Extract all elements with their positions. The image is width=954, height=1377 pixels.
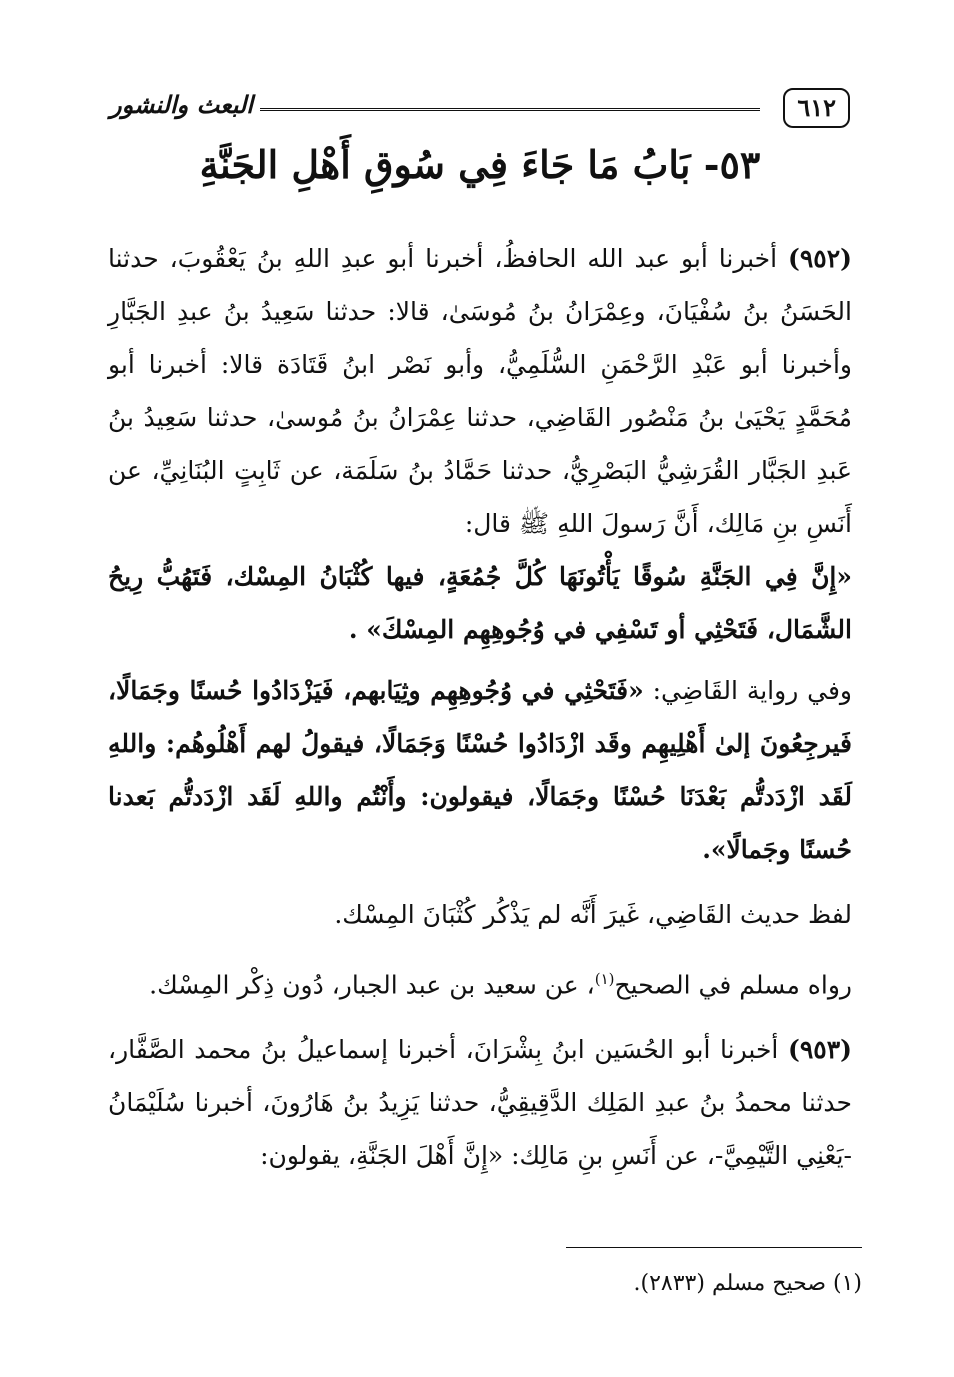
riwaya-intro: وفي رواية القَاضِي: <box>643 676 852 705</box>
takhrij-text-rest: ، عن سعيد بن عبد الجبار، دُون ذِكْر المِسْك. <box>149 970 595 1000</box>
hadith-952-riwaya <box>108 664 852 876</box>
hadith-953-text: أخبرنا أبو الحُسَين ابنُ بِشْرَانَ، أخبرنا إسماعيلُ بنُ محمد الصَّفَّار، حدثنا محمدُ بنُ عبدِ المَلِك الدَّقِيقِيُّ، حدثنا يَزِيدُ بنُ هَارُونَ، أخبرنا سُلَيْمَانُ -يَعْنِي التَّيْمِيَّ-، عن أَنَسِ بنِ مَالِك: «إِنَّ أَهْلَ الجَنَّةِ، يقولون: <box>108 1035 852 1171</box>
hadith-952-isnad <box>108 232 852 550</box>
hadith-number: (٩٥٢) <box>788 244 852 273</box>
footnote-divider <box>566 1247 862 1248</box>
footnote-ref[interactable]: (١) <box>594 970 615 988</box>
hadith-952-takhrij <box>108 953 852 1011</box>
takhrij-text: رواه مسلم في الصحيح <box>614 970 852 1000</box>
page-body <box>108 232 852 1182</box>
header-rule <box>260 108 760 111</box>
hadith-953 <box>108 1023 852 1182</box>
hadith-952-matn: «إِنَّ فِي الجَنَّةِ سُوقًا يَأْتُونَهَا كُلَّ جُمُعَةٍ، فيها كُثْبَانُ المِسْك، فَتَهُبُّ رِيحُ الشَّمَال، فَتَحْثِي أو تَسْفِي في وُجُوهِهِم المِسْكَ» . <box>108 562 852 644</box>
hadith-number: (٩٥٣) <box>788 1035 852 1065</box>
isnad-text: أخبرنا أبو عبد الله الحافظُ، أخبرنا أبو عبدِ اللهِ بنُ يَعْقُوبَ، حدثنا الحَسَنُ بنُ سُفْيَانَ، وعِمْرَانُ بنُ مُوسَىٰ، قالا: حدثنا سَعِيدُ بنُ عبدِ الجَبَّارِ وأخبرنا أبو عَبْدِ الرَّحْمَنِ السُّلَمِيُّ، وأبو نَصْر ابنُ قَتَادَة قالا: أخبرنا أبو مُحَمَّدٍ يَحْيَىٰ بنُ مَنْصُور القَاضِي، حدثنا عِمْرَانُ بنُ مُوسىٰ، حدثنا سَعِيدُ بنُ عَبدِ الجَبَّار القُرَشِيُّ البَصْرِيُّ، حدثنا حَمَّادُ بنُ سَلَمَة، عن ثَابِتٍ البُنَانِيِّ، عن أَنَسِ بنِ مَالِك، أَنَّ رَسولَ اللهِ ﷺ قال: <box>108 244 852 538</box>
chapter-title: ٥٣- بَابُ مَا جَاءَ فِي سُوقِ أَهْلِ الجَنَّةِ <box>199 142 761 187</box>
riwaya-text: «فَتَحْثِي في وُجُوهِهِم وثِيَابهم، فَيَزْدَادُوا حُسنًا وجَمَالًا، فَيرجِعُونَ إلىٰ أَهْلِيهِم وقَد ازْدَادُوا حُسْنًا وَجَمَالًا، فيقولُ لهم أَهْلُوهُم: واللهِ لَقَد ازْدَدتُّم بَعْدَنَا حُسْنًا وجَمَالًا، فيقولون: وأَنْتُم واللهِ لَقَد ازْدَدتُّم بَعدنا حُسنًا وجَمالًا». <box>108 676 852 864</box>
footnote: (١) صحيح مسلم (٢٨٣٣). <box>633 1271 862 1296</box>
hadith-952-note: لفظ حديث القَاضِي، غَيرَ أَنَّه لم يَذْكُر كُثْبَانَ المِسْك. <box>334 900 852 929</box>
running-title: البعث والنشور <box>110 90 253 119</box>
page-header <box>110 88 850 132</box>
page-number: ٦١٢ <box>783 88 850 128</box>
